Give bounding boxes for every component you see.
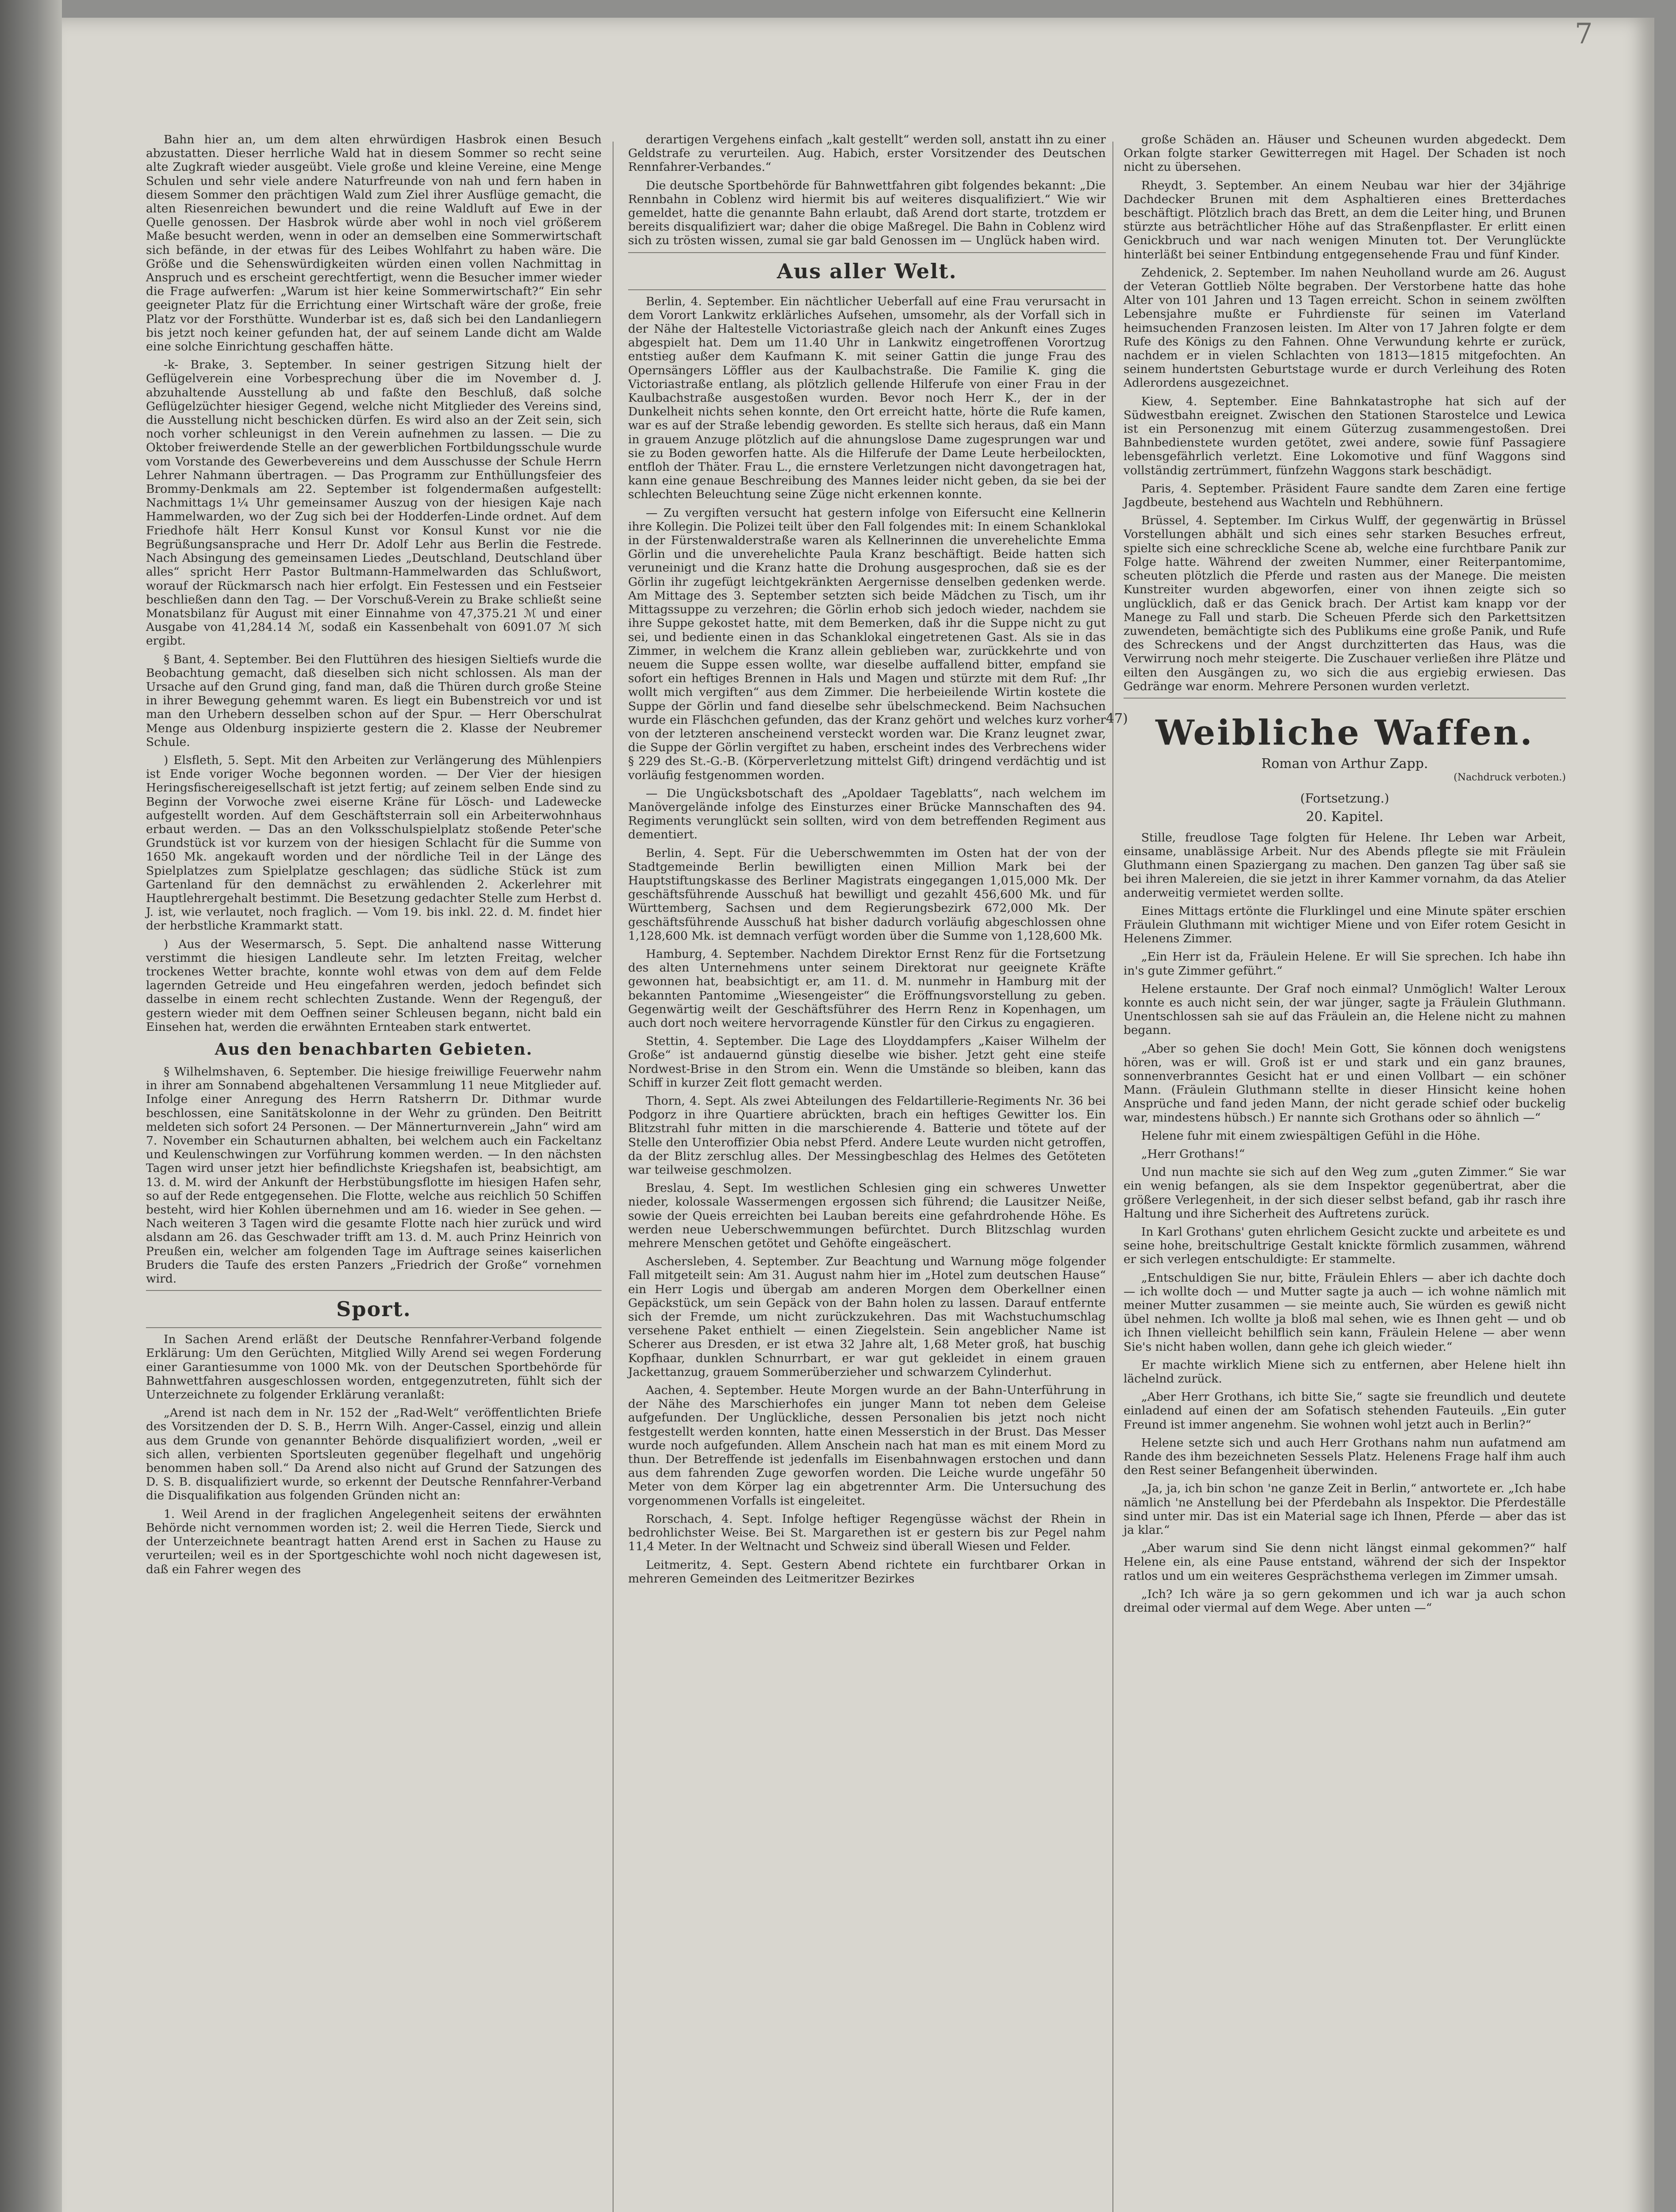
- article-paragraph: große Schäden an. Häuser und Scheunen wurden abgedeckt. Dem Orkan folgte starker Gewitterregen mit Hagel. Der Schaden ist noch nicht zu übersehen.: [1124, 133, 1566, 174]
- novel-paragraph: Er machte wirklich Miene sich zu entfernen, aber Helene hielt ihn lächelnd zurück.: [1124, 1358, 1566, 1386]
- article-paragraph: „Arend ist nach dem in Nr. 152 der „Rad-Welt“ veröffentlichten Briefe des Vorsitzenden der D. S. B., Herrn Wilh. Anger-Cassel, einzig und allein aus dem Grunde von genannter Behörde disqualifiziert worden, „weil er sich allen, verbienten Sportsleuten gegenüber flegelhaft und ungehörig benommen haben soll.“ Da Arend also nicht auf Grund der Satzungen des D. S. B. disqualifiziert wurde, so erkennt der Deutsche Rennfahrer-Verband die Disqualifikation aus folgenden Gründen nicht an:: [146, 1406, 602, 1503]
- column-1-body: [146, 133, 602, 1034]
- section-heading: Aus aller Welt.: [777, 259, 957, 283]
- novel-paragraph: „Ein Herr ist da, Fräulein Helene. Er will Sie sprechen. Ich habe ihn in's gute Zimmer geführt.“: [1124, 950, 1566, 978]
- article-paragraph: — Die Ungücksbotschaft des „Apoldaer Tageblatts“, nach welchem im Manövergelände infolge des Einsturzes einer Brücke Mannschaften des 94. Regiments verunglückt sein sollten, wird von dem betreffenden Regiment aus dementiert.: [628, 786, 1106, 842]
- article-paragraph: ) Aus der Wesermarsch, 5. Sept. Die anhaltend nasse Witterung verstimmt die hiesigen Landleute sehr. Im letzten Freitag, welcher trockenes Wetter brachte, konnte wohl etwas von dem auf dem Felde lagernden Getreide und Heu eingefahren werden, jedoch befindet sich dasselbe in einem recht schlechten Zustande. Wenn der Regenguß, der gestern wieder mit dem Oeffnen seiner Schleusen begann, nicht bald ein Einsehen hat, werden die erwähnten Ernteaben stark entwertet.: [146, 937, 602, 1034]
- article-paragraph: Bahn hier an, um dem alten ehrwürdigen Hasbrok einen Besuch abzustatten. Dieser herrliche Wald hat in diesem Sommer so recht seine alte Zugkraft wieder ausgeübt. Viele große und kleine Vereine, eine Menge Schulen und sehr viele andere Naturfreunde von nah und fern haben in diesem Sommer den prächtigen Wald zum Ziel ihrer Ausflüge gemacht, die alten Riesenreichen bewundert und die reine Waldluft auf Ewe in der Quelle genossen. Der Hasbrok würde aber wohl in noch viel größerem Maße besucht werden, wenn in oder an demselben eine Sommerwirtschaft sich befände, in der etwas für des Leibes Wohlfahrt zu haben wäre. Die Größe und die Sehenswürdigkeiten würden einen vollen Nachmittag in Anspruch und es erscheint gerechtfertigt, wenn die Besucher immer wieder die Frage aufwerfen: „Warum ist hier keine Sommerwirtschaft?“ Ein sehr geeigneter Platz für die Errichtung einer Wirtschaft wäre der große, freie Platz vor der Forsthütte. Wunderbar ist es, daß sich bei den Landanliegern bis jetzt noch keiner gefunden hat, der auf seinem Lande dicht am Walde eine solche Einrichtung geschaffen hätte.: [146, 133, 602, 354]
- section-rule: [146, 1327, 602, 1328]
- scan-binding-edge: [0, 0, 62, 2212]
- novel-paragraph: Eines Mittags ertönte die Flurklingel und eine Minute später erschien Fräulein Gluthmann mit wichtiger Miene und von Eifer rotem Gesicht in Helenens Zimmer.: [1124, 904, 1566, 946]
- article-paragraph: Rheydt, 3. September. An einem Neubau war hier der 34jährige Dachdecker Brunen mit dem Asphaltieren eines Bretterdaches beschäftigt. Plötzlich brach das Brett, an dem die Leiter hing, und Brunen stürzte aus beträchtlicher Höhe auf das Straßenpflaster. Er erlitt einen Genickbruch und war nach wenigen Minuten tot. Der Verunglückte hinterläßt bei seiner Entbindung entgegensehende Frau und fünf Kinder.: [1124, 178, 1566, 261]
- article-paragraph: Aachen, 4. September. Heute Morgen wurde an der Bahn-Unterführung in der Nähe des Marschierhofes ein junger Mann tot neben dem Geleise aufgefunden. Der Unglückliche, dessen Personalien bis jetzt noch nicht festgestellt werden konnten, hatte einen Messerstich in der Brust. Das Messer wurde noch aufgefunden. Allem Anschein nach hat man es mit einem Mord zu thun. Der Betreffende ist jedenfalls im Eisenbahnwagen erstochen und dann aus dem fahrenden Zuge geworfen worden. Die Leiche wurde ungefähr 50 Meter von dem Körper lag ein abgetrennter Arm. Die Untersuchung des vorgenommenen Vorfalls ist eingeleitet.: [628, 1383, 1106, 1508]
- novel-paragraph: In Karl Grothans' guten ehrlichem Gesicht zuckte und arbeitete es und seine hohe, breitschultrige Gestalt knickte förmlich zusammen, während er sich verlegen entschuldigte: Er stammelte.: [1124, 1225, 1566, 1267]
- novel-paragraph: Helene erstaunte. Der Graf noch einmal? Unmöglich! Walter Leroux konnte es auch nicht sein, der war jünger, sagte ja Fräulein Gluthmann. Unentschlossen sah sie auf das Fräulein an, die Helene nicht zu mahnen begann.: [1124, 982, 1566, 1037]
- article-paragraph: Stettin, 4. September. Die Lage des Lloyddampfers „Kaiser Wilhelm der Große“ ist andauernd günstig dieselbe wie bisher. Jetzt geht eine steife Nordwest-Brise in den Strom ein. Wenn die Umstände so bleiben, kann das Schiff in kurzer Zeit flott gemacht werden.: [628, 1034, 1106, 1090]
- article-paragraph: — Zu vergiften versucht hat gestern infolge von Eifersucht eine Kellnerin ihre Kollegin. Die Polizei teilt über den Fall folgendes mit: In einem Schanklokal in der Fürstenwalderstraße waren als Kellnerinnen die unverehelichte Emma Görlin und die unverehelichte Paula Kranz beschäftigt. Beide hatten sich veruneinigt und die Kranz hatte die Drohung ausgesprochen, daß sie es der Görlin ihr zugefügt leichtgekränkten Aergernisse denselben gedenken werde. Am Mittage des 3. September setzten sich beide Mädchen zu Tisch, um ihr Mittagssuppe zu verzehren; die Görlin erhob sich jedoch wieder, nachdem sie ihre Suppe gekostet hatte, mit dem Bemerken, daß ihr die Suppe nicht zu gut sei, und bediente einen in das Schanklokal eingetretenen Gast. Als sie in das Zimmer, in welchem die Kranz allein geblieben war, zurückkehrte und von neuem die Suppe essen wollte, war dieselbe auffallend bitter, empfand sie sofort ein heftiges Brennen in Hals und Magen und stürzte mit dem Ruf: „Ihr wollt mich vergiften“ aus dem Zimmer. Die herbeieilende Wirtin kostete die Suppe der Görlin und fand dieselbe sehr übelschmeckend. Beim Nachsuchen wurde ein Fläschchen gefunden, das der Kranz gehört und welches kurz vorher von der letzteren anscheinend versteckt worden war. Die Kranz leugnet zwar, die Suppe der Görlin vergiftet zu haben, erscheint indes des Verbrechens wider § 229 des St.-G.-B. (Körperverletzung mittelst Gift) dringend verdächtig und ist vorläufig festgenommen worden.: [628, 506, 1106, 782]
- section-rule: [628, 289, 1106, 290]
- section-heading: Aus den benachbarten Gebieten.: [215, 1040, 533, 1059]
- article-paragraph: Die deutsche Sportbehörde für Bahnwettfahren gibt folgendes bekannt: „Die Rennbahn in Coblenz wird hiermit bis auf weiteres disqualifiziert.“ Wie wir gemeldet, hatte die genannte Bahn erlaubt, daß Arend dort starte, trotzdem er bereits disqualifiziert war; daher die obige Maßregel. Die Bahn in Coblenz wird sich zu trösten wissen, zumal sie gar bald Genossen im — Unglück haben wird.: [628, 178, 1106, 248]
- section-rule: [1124, 698, 1566, 699]
- column-3: [1106, 133, 1566, 2212]
- column-divider: [1112, 142, 1113, 2212]
- novel-paragraph: „Ja, ja, ich bin schon 'ne ganze Zeit in Berlin,“ antwortete er. „Ich habe nämlich 'ne Anstellung bei der Pferdebahn als Inspektor. Die Pferdeställe sind unter mir. Das ist ein Material sage ich Ihnen, Pferde — aber das ist ja klar.“: [1124, 1482, 1566, 1537]
- novel-paragraph: „Aber warum sind Sie denn nicht längst einmal gekommen?“ half Helene ein, als eine Pause entstand, während der sich der Inspektor ratlos und um ein weiteres Gesprächsthema verlegen im Zimmer umsah.: [1124, 1541, 1566, 1583]
- novel-paragraph: Und nun machte sie sich auf den Weg zum „guten Zimmer.“ Sie war ein wenig befangen, als sie dem Inspektor gegenübertrat, aber die größere Verlegenheit, in der sich dieser selbst befand, gab ihr rasch ihre Haltung und ihre Sicherheit des Auftretens zurück.: [1124, 1165, 1566, 1221]
- novel-paragraph: Stille, freudlose Tage folgten für Helene. Ihr Leben war Arbeit, einsame, unablässige Arbeit. Nur des Abends pflegte sie mit Fräulein Gluthmann einen Spaziergang zu machen. Den ganzen Tag über saß sie bei ihren Malereien, die sie jetzt in ihrer Kammer vornahm, da das Atelier anderweitig vermietet werden sollte.: [1124, 830, 1566, 900]
- article-paragraph: Kiew, 4. September. Eine Bahnkatastrophe hat sich auf der Südwestbahn ereignet. Zwischen den Stationen Starostelce und Lewica ist ein Personenzug mit einem Güterzug zusammengestoßen. Drei Bahnbedienstete wurden getötet, zwei andere, sowie fünf Passagiere lebensgefährlich verletzt. Eine Lokomotive und fünf Waggons sind vollständig zertrümmert, fünfzehn Waggons stark beschädigt.: [1124, 394, 1566, 477]
- article-paragraph: Brüssel, 4. September. Im Cirkus Wulff, der gegenwärtig in Brüssel Vorstellungen abhält und sich eines sehr starken Besuches erfreut, spielte sich eine schreckliche Scene ab, welche eine furchtbare Panik zur Folge hatte. Während der zweiten Nummer, einer Reiterpantomime, scheuten plötzlich die Pferde und rasten aus der Manege. Die meisten Kunstreiter wurden abgeworfen, einer von ihnen zeigte sich so unglücklich, daß er das Genick brach. Der Artist kam knapp vor der Manege zu Fall und starb. Die Scheuen Pferde sich den Parkettsitzen zuwendeten, bemächtigte sich des Publikums eine große Panik, und Rufe des Schreckens und der Angst durchzitterten das Haus, was die Verwirrung noch mehr steigerte. Die Zuschauer verließen ihre Plätze und eilten den Ausgängen zu, wo sich die aus ergiebig erwiesen. Das Gedränge war enorm. Mehrere Personen wurden verletzt.: [1124, 514, 1566, 693]
- novel-paragraph: „Entschuldigen Sie nur, bitte, Fräulein Ehlers — aber ich dachte doch — ich wollte doch — und Mutter sagte ja auch — ich wohne nämlich mit meiner Mutter zusammen — sie meinte auch, Sie würden es gewiß nicht übel nehmen. Ich wollte ja bloß mal sehen, wie es Ihnen geht — und ob ich Ihnen vielleicht behilflich sein kann, Fräulein Helene — aber wenn Sie's nicht haben wollen, dann gehe ich gleich wieder.“: [1124, 1271, 1566, 1354]
- novel-installment-number: 47): [1106, 710, 1128, 726]
- article-paragraph: Rorschach, 4. Sept. Infolge heftiger Regengüsse wächst der Rhein in bedrohlichster Weise. Bei St. Margarethen ist er gestern bis zur Pegel nahm 11,4 Meter. In der Weltnacht und Schweiz sind überall Wiesen und Felder.: [628, 1512, 1106, 1554]
- novel-copyright-note: (Nachdruck verboten.): [1454, 772, 1566, 783]
- article-paragraph: Thorn, 4. Sept. Als zwei Abteilungen des Feldartillerie-Regiments Nr. 36 bei Podgorz in ihre Quartiere abrückten, brach ein heftiges Gewitter los. Ein Blitzstrahl fuhr mitten in die marschierende 4. Batterie und tötete auf der Stelle den Unteroffizier Obia nebst Pferd. Andere Leute wurden nicht getroffen, da der Blitz zerschlug alles. Der Messingbeschlag des Helmes des Getöteten war teilweise geschmolzen.: [628, 1094, 1106, 1177]
- article-paragraph: Paris, 4. September. Präsident Faure sandte dem Zaren eine fertige Jagdbeute, bestehend aus Wachteln und Rebhühnern.: [1124, 481, 1566, 510]
- article-paragraph: Aschersleben, 4. September. Zur Beachtung und Warnung möge folgender Fall mitgeteilt sein: Am 31. August nahm hier im „Hotel zum deutschen Hause“ ein Herr Logis und übergab am anderen Morgen dem Oberkellner einen Gepäckstück, um sein Gepäck von der Bahn holen zu lassen. Darauf entfernte sich der Fremde, um nicht zurückzukehren. Das mit Wachstuchumschlag versehene Paket enthielt — einen Ziegelstein. Sein angeblicher Name ist Scherer aus Dresden, er ist etwa 32 Jahre alt, 1,68 Meter groß, hat buschig Kopfhaar, dunklen Schnurrbart, er war gut gekleidet in einem grauen Jackettanzug, grauem Sommerüberzieher und schwarzem Cylinderhut.: [628, 1255, 1106, 1379]
- section-rule: [628, 252, 1106, 253]
- article-paragraph: Leitmeritz, 4. Sept. Gestern Abend richtete ein furchtbarer Orkan in mehreren Gemeinden des Leitmeritzer Bezirkes: [628, 1558, 1106, 1586]
- section-rule: [146, 1290, 602, 1291]
- column-1: [146, 133, 602, 2212]
- article-paragraph: derartigen Vergehens einfach „kalt gestellt“ werden soll, anstatt ihn zu einer Geldstrafe zu verurteilen. Aug. Habich, erster Vorsitzender des Deutschen Rennfahrer-Verbandes.“: [628, 133, 1106, 174]
- novel-paragraph: „Aber so gehen Sie doch! Mein Gott, Sie können doch wenigstens hören, was er will. Groß ist er und stark und ein ganz braunes, sonnenverbranntes Gesicht hat er und einen Vollbart — ein schöner Mann. (Fräulein Gluthmann stellte in dieser Hinsicht keine hohen Ansprüche und fand jeden Mann, der nicht gerade schief oder buckelig war, mindestens hübsch.) Er nannte sich Grothans oder so ähnlich —“: [1124, 1041, 1566, 1125]
- article-paragraph: -k- Brake, 3. September. In seiner gestrigen Sitzung hielt der Geflügelverein eine Vorbesprechung über die im November d. J. abzuhaltende Ausstellung ab und faßte den Beschluß, daß solche Geflügelzüchter hiesiger Gegend, welche nicht Mitglieder des Vereins sind, die Ausstellung nicht beschicken dürfen. Es wird also an der Zeit sein, sich noch vorher schleunigst in den Verein aufnehmen zu lassen. — Die zu Oktober freiwerdende Stelle an der gewerblichen Fortbildungsschule wurde vom Vorstande des Gewerbevereins und dem Ausschusse der Schule Herrn Lehrer Nahmann übertragen. — Das Programm zur Enthüllungsfeier des Brommy-Denkmals am 22. September ist folgendermaßen aufgestellt: Nachmittags 1¼ Uhr gemeinsamer Auszug von der hiesigen Kaje nach Hammelwarden, wo der Zug sich bei der Hodderfen-Linde ordnet. Auf dem Friedhofe hält Herr Konsul Kunst vor Konsul Kunst vor nie die Begrüßungsansprache und Herr Dr. Adolf Lehr aus Berlin die Festrede. Nach Absingung des gemeinsamen Liedes „Deutschland, Deutschland über alles“ spricht Herr Pastor Bultmann-Hammelwarden das Schlußwort, worauf der Rückmarsch nach hier erfolgt. Ein Festessen und ein Festseier beschließen dann den Tag. — Der Vorschuß-Verein zu Brake schließt seine Monatsbilanz für August mit einer Einnahme von 47,375.21 ℳ und einer Ausgabe von 41,284.14 ℳ, sodaß ein Kassenbehalt von 6091.07 ℳ sich ergibt.: [146, 358, 602, 648]
- column-2: [628, 133, 1106, 2212]
- article-paragraph: § Wilhelmshaven, 6. September. Die hiesige freiwillige Feuerwehr nahm in ihrer am Sonnabend abgehaltenen Versammlung 11 neue Mitglieder auf. Infolge einer Anregung des Herrn Ratsherrn Dr. Dithmar wurde beschlossen, eine Sanitätskolonne in der Wehr zu gründen. Den Beitritt meldeten sich sofort 24 Personen. — Der Männerturnverein „Jahn“ wird am 7. November ein Schauturnen abhalten, bei welchem auch ein Fackeltanz und Keulenschwingen zur Vorführung kommen werden. — In den nächsten Tagen wird unser jetzt hier befindlichste Kriegshafen ist, beabsichtigt, am 13. d. M. wird der Ankunft der Herbstübungsflotte im hiesigen Hafen sehr, so auf der Rede entgegensehen. Die Flotte, welche aus reichlich 50 Schiffen besteht, wird hier Kohlen übernehmen und am 16. wieder in See gehen. — Nach weiteren 3 Tagen wird die gesamte Flotte nach hier zurück und wird alsdann am 26. das Geschwader trifft am 13. d. M. auch Prinz Heinrich von Preußen ein, welcher am folgenden Tage im Auftrage seines kaiserlichen Bruders die Taufe des ersten Panzers „Friedrich der Große“ vornehmen wird.: [146, 1065, 602, 1286]
- article-paragraph: In Sachen Arend erläßt der Deutsche Rennfahrer-Verband folgende Erklärung: Um den Gerüchten, Mitglied Willy Arend sei wegen Forderung einer Garantiesumme von 1000 Mk. von der Deutschen Sportbehörde für Bahnwettfahren ausgeschlossen worden, entgegenzutreten, fühlt sich der Unterzeichnete zu folgender Erklärung veranlaßt:: [146, 1333, 602, 1402]
- article-paragraph: § Bant, 4. September. Bei den Fluttühren des hiesigen Sieltiefs wurde die Beobachtung gemacht, daß dieselben sich nicht schlossen. Als man der Ursache auf den Grund ging, fand man, daß die Thüren durch große Steine in ihrer Bewegung gehemmt waren. Es liegt ein Bubenstreich vor und ist man den Urhebern desselben schon auf der Spur. — Herr Oberschulrat Menge aus Oldenburg inspizierte gestern die 2. Klasse der Neubremer Schule.: [146, 652, 602, 749]
- article-paragraph: 1. Weil Arend in der fraglichen Angelegenheit seitens der erwähnten Behörde nicht vernommen worden ist; 2. weil die Herren Tiede, Sierck und der Unterzeichnete beantragt hatten Arend erst in Sachen zu Hause zu verurteilen; weil es in der Sportgeschichte wohl noch nicht dagewesen ist, daß ein Fahrer wegen des: [146, 1507, 602, 1576]
- column-divider: [613, 142, 614, 2212]
- novel-paragraph: Helene fuhr mit einem zwiespältigen Gefühl in die Höhe.: [1141, 1129, 1480, 1143]
- novel-paragraph: Helene setzte sich und auch Herr Grothans nahm nun aufatmend am Rande des ihm bezeichneten Sessels Platz. Helenens Frage half ihm auch den Rest seiner Befangenheit überwinden.: [1124, 1436, 1566, 1478]
- novel-continuation: (Fortsetzung.): [1300, 791, 1389, 806]
- article-paragraph: Berlin, 4. Sept. Für die Ueberschwemmten im Osten hat der von der Stadtgemeinde Berlin bewilligten einen Million Mark bei der Hauptstiftungskasse des Berliner Magistrats eingegangen 1,015,000 Mk. Der geschäftsführende Ausschuß hat bewilligt und gezahlt 456,600 Mk. und für Württemberg, Sachsen und dem Regierungsbezirk 672,000 Mk. Der geschäftsführende Ausschuß hat bisher dadurch vorläufig abgeschlossen ohne 1,128,600 Mk. ist demnach verfügt worden über die Summe von 1,128,600 Mk.: [628, 846, 1106, 943]
- article-paragraph: Hamburg, 4. September. Nachdem Direktor Ernst Renz für die Fortsetzung des alten Unternehmens unter seinem Direktorat nur geeignete Kräfte gewonnen hat, beabsichtigt er, am 11. d. M. nunmehr in Hamburg mit der bekannten Pantomime „Wiesengeister“ die Eröffnungsvorstellung zu geben. Gegenwärtig weilt der Geschäftsführer des Herrn Renz in Kopenhagen, um auch dort noch weitere hervorragende Künstler für den Cirkus zu engagieren.: [628, 947, 1106, 1030]
- article-paragraph: Berlin, 4. September. Ein nächtlicher Ueberfall auf eine Frau verursacht in dem Vorort Lankwitz erklärliches Aufsehen, umsomehr, als der Vorfall sich in der Nähe der Haltestelle Victoriastraße gleich nach der Ankunft eines Zuges abgespielt hat. Dem um 11.40 Uhr in Lankwitz eingetroffenen Vorortzug entstieg außer dem Kaufmann K. mit seiner Gattin die junge Frau des Opernsängers Löffler aus der Kaulbachstraße. Die Familie K. ging die Victoriastraße entlang, als plötzlich gellende Hilferufe von einer Frau in der Kaulbachstraße ausgestoßen wurden. Bevor noch Herr K., der in der Dunkelheit nichts sehen konnte, den Ort erreicht hatte, hörte die Rufe kamen, war es auf der Straße lebendig geworden. Es stellte sich heraus, daß ein Mann in grauem Anzuge plötzlich auf die ahnungslose Dame zugesprungen war und sie zu Boden geworfen hatte. Als die Hilferufe der Dame Leute herbeilockten, entfloh der Thäter. Frau L., die ernstere Verletzungen nicht davongetragen hat, kann eine genaue Beschreibung des Mannes leider nicht geben, da sie bei der schlechten Beleuchtung seine Züge nicht erkennen konnte.: [628, 294, 1106, 502]
- article-paragraph: Zehdenick, 2. September. Im nahen Neuholland wurde am 26. August der Veteran Gottlieb Nölte begraben. Der Verstorbene hatte das hohe Alter von 101 Jahren und 13 Tagen erreicht. Schon in seinem zwölften Lebensjahre mußte er Fuhrdienste für seinen im Vaterland heimsuchenden Franzosen leisten. Im Alter von 17 Jahren folgte er dem Rufe des Königs zu den Fahnen. Ohne Verwundung kehrte er zurück, nachdem er in vielen Schlachten von 1813—1815 mitgefochten. An seinem hundertsten Geburtstage wurde er durch Verleihung des Roten Adlerordens ausgezeichnet.: [1124, 265, 1566, 390]
- novel-author: Roman von Arthur Zapp.: [1261, 756, 1428, 772]
- page-number: 7: [1575, 18, 1594, 50]
- section-heading: Sport.: [336, 1297, 411, 1321]
- novel-paragraph: „Aber Herr Grothans, ich bitte Sie,“ sagte sie freundlich und deutete einladend auf einen der am Sofatisch stehenden Fauteuils. „Ein guter Freund ist immer angenehm. Sie wohnen wohl jetzt auch in Berlin?“: [1124, 1390, 1566, 1432]
- novel-paragraph: „Ich? Ich wäre ja so gern gekommen und ich war ja auch schon dreimal oder viermal auf dem Wege. Aber unten —“: [1124, 1587, 1566, 1615]
- article-paragraph: ) Elsfleth, 5. Sept. Mit den Arbeiten zur Verlängerung des Mühlenpiers ist Ende voriger Woche begonnen worden. — Der Vier der hiesigen Heringsfischereigesellschaft ist jetzt fertig; auf zeinem selben Ende sind zu Beginn der Vorwoche zwei eiserne Kräne für Lösch- und Ladewecke aufgestellt worden. Auf dem Geschäftsterrain soll ein Arbeiterwohnhaus erbaut werden. — Das an den Volksschulspielplatz stoßende Peter'sche Grundstück ist vor kurzem von der hiesigen Schlacht für die Summe von 1650 Mk. angekauft worden und der nördliche Teil in der Länge des Spielplatzes zum Spielplatze geschlagen; das südliche Stück ist zum Gartenland für den demnächst zu erwählenden 2. Ackerlehrer mit Hauptlehrergehalt bestimmt. Die Besetzung gedachter Stelle zum Herbst d. J. ist, wie verlautet, noch fraglich. — Vom 19. bis inkl. 22. d. M. findet hier der herbstliche Krammarkt statt.: [146, 753, 602, 933]
- novel-chapter: 20. Kapitel.: [1306, 809, 1384, 825]
- article-paragraph: Breslau, 4. Sept. Im westlichen Schlesien ging ein schweres Unwetter nieder, kolossale Wassermengen ergossen sich führend; die Lausitzer Neiße, sowie der Queis erreichten bei Lauban bereits eine gefahrdrohende Höhe. Es werden neue Ueberschwemmungen befürchtet. Durch Blitzschlag wurden mehrere Menschen getötet und Gehöfte eingeäschert.: [628, 1181, 1106, 1251]
- novel-paragraph: „Herr Grothans!“: [1141, 1147, 1245, 1161]
- serial-novel: [1106, 710, 1566, 1615]
- novel-title: Weibliche Waffen.: [1155, 712, 1534, 753]
